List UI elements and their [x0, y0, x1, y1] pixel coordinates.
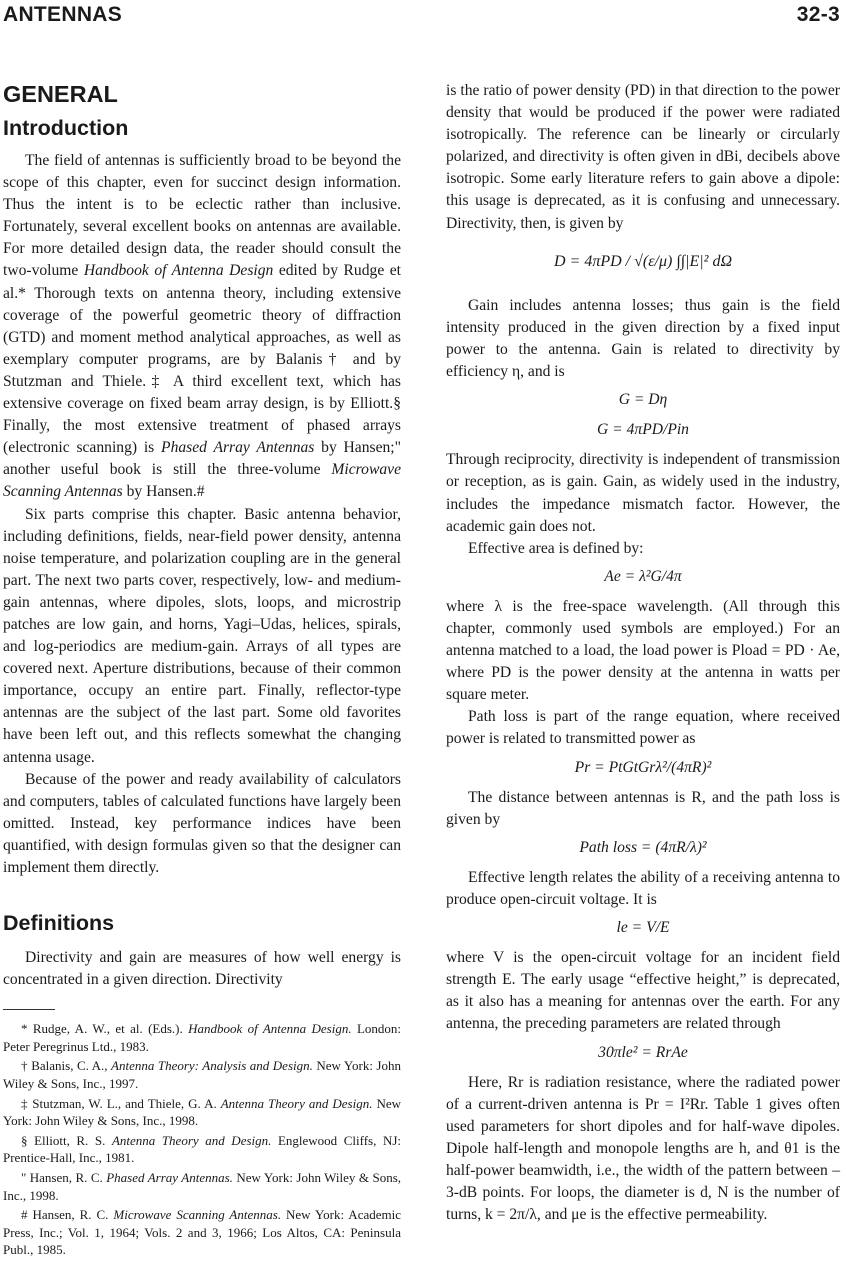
- footnote: # Hansen, R. C. Microwave Scanning Antennas. New York: Academic Press, Inc.; Vol. 1, 1964; Vols. 2 and 3, 1966; Los Altos, CA: Peninsula Publ., 1985.: [3, 1207, 401, 1258]
- gain-paragraph: Gain includes antenna losses; thus gain is the field intensity produced in the given direction by a fixed input power to the antenna. Gain is related to directivity by efficiency η, and is: [446, 296, 840, 381]
- left-column: [3, 80, 401, 1261]
- footnote: ‡ Stutzman, W. L., and Thiele, G. A. Antenna Theory and Design. New York: John Wiley & Sons, Inc., 1998.: [3, 1095, 402, 1129]
- relation-equation: 30πle² = RrAe: [598, 1043, 688, 1061]
- footnote-rule: [3, 1009, 55, 1010]
- voltage-paragraph: where V is the open-circuit voltage for an incident field strength E. The early usage “effective height,” is deprecated, as it also has a meaning for antennas over the earth. For any antenna, the preceding parameters are related through: [446, 949, 840, 1033]
- radiation-resistance-paragraph: Here, Rr is radiation resistance, where the radiated power of a current-driven antenna is Pr = I²Rr. Table 1 gives often used parameters for short dipoles and for half-wave dipoles. Dipole half-length and monopole lengths are h, and θ1 is the half-power beamwidth, i.e., the width of the pattern between –3-dB points. For loops, the diameter is d, N is the number of turns, k = 2π/λ, and μe is the effective permeability.: [446, 1073, 840, 1224]
- distance-paragraph: The distance between antennas is R, and the path loss is given by: [446, 788, 840, 828]
- effective-length-equation: le = V/E: [616, 919, 670, 937]
- gain-equation-2: G = 4πPD/Pin: [597, 421, 689, 439]
- section-heading-general: GENERAL: [3, 81, 118, 107]
- definitions-paragraph-1: Directivity and gain are measures of how well energy is concentrated in a given direction. Directivity: [3, 949, 401, 989]
- subsection-heading-introduction: Introduction: [3, 116, 129, 140]
- footnote: * Rudge, A. W., et al. (Eds.). Handbook of Antenna Design. London: Peter Peregrinus Ltd., 1983.: [3, 1021, 401, 1054]
- footnote: " Hansen, R. C. Phased Array Antennas. New York: John Wiley & Sons, Inc., 1998.: [3, 1170, 401, 1203]
- directivity-equation: D = 4πPD / √(ε/μ) ∫∫|E|² dΩ: [553, 252, 733, 270]
- subsection-heading-definitions: Definitions: [3, 911, 115, 936]
- effective-area-intro: Effective area is defined by:: [468, 539, 644, 557]
- intro-paragraph-3: Because of the power and ready availability of calculators and computers, tables of calculated functions have largely been omitted. Instead, key performance indices have been quantified, with design formulas given so that the designer can implement them directly.: [3, 770, 401, 876]
- path-loss-equation: Path loss = (4πR/λ)²: [579, 838, 707, 856]
- right-column: [446, 80, 840, 1226]
- effective-length-paragraph: Effective length relates the ability of a receiving antenna to produce open-circuit voltage. It is: [446, 868, 840, 908]
- intro-paragraph-2: Six parts comprise this chapter. Basic antenna behavior, including definitions, fields, near-field power density, antenna noise temperature, and polarization coupling are in the general part. The next two parts cover, respectively, low- and medium-gain antennas, where dipoles, slots, loops, and microstrip patches are low gain, and horns, Yagi–Udas, helices, spirals, and log-periodics are medium-gain. Arrays of all types are covered next. Aperture distributions, because of their common importance, occupy an entire part. Finally, reflector-type antennas are the subject of the last part. Some old favorites have been left out, and this reflects somewhat the changing antenna usage.: [3, 505, 401, 766]
- wavelength-paragraph: where λ is the free-space wavelength. (All through this chapter, commonly used symbols are employed.) For an antenna matched to a load, the load power is Pload = PD · Ae, where PD is the power density at the antenna in watts per square meter.: [446, 597, 840, 704]
- running-header: [3, 3, 840, 29]
- intro-paragraph-1: The field of antennas is sufficiently broad to be beyond the scope of this chapter, even for succinct design information. Thus the intent is to be eclectic rather than inclusive. Fortunately, several excellent books on antennas are available. For more detailed design data, the reader should consult the two-volume Handbook of Antenna Design edited by Rudge et al.* Thorough texts on antenna theory, including extensive coverage of the powerful geometric theory of diffraction (GTD) and moment method analytical approaches, as well as exemplary computer programs, are by Balanis† and by Stutzman and Thiele.‡ A third excellent text, which has extensive coverage on fixed beam array design, is by Elliott.§ Finally, the most extensive treatment of phased arrays (electronic scanning) is Phased Array Antennas by Hansen;" another useful book is still the three-volume Microwave Scanning Antennas by Hansen.#: [3, 152, 401, 501]
- reciprocity-paragraph: Through reciprocity, directivity is independent of transmission or reception, as is gain. Gain, as widely used in the industry, includes the impedance mismatch factor. However, the academic gain does not.: [446, 451, 840, 535]
- effective-area-equation: Ae = λ²G/4π: [604, 567, 682, 585]
- directivity-paragraph: is the ratio of power density (PD) in that direction to the power density that would be produced if the power were radiated isotropically. The reference can be linearly or circularly polarized, and directivity is often given in dBi, decibels above isotropic. Some early literature refers to gain above a dipole: this usage is deprecated, as it is confusing and unnecessary. Directivity, then, is given by: [446, 82, 840, 232]
- range-equation: Pr = PtGtGrλ²/(4πR)²: [574, 758, 712, 776]
- page-number: 32-3: [796, 3, 840, 26]
- path-loss-paragraph: Path loss is part of the range equation, where received power is related to transmitted power as: [446, 708, 840, 748]
- footnote: † Balanis, C. A., Antenna Theory: Analysis and Design. New York: John Wiley & Sons, Inc., 1997.: [3, 1058, 401, 1092]
- chapter-title: ANTENNAS: [3, 3, 123, 26]
- footnote: § Elliott, R. S. Antenna Theory and Design. Englewood Cliffs, NJ: Prentice-Hall, Inc., 1981.: [3, 1132, 401, 1166]
- gain-equation-1: G = Dη: [618, 391, 668, 409]
